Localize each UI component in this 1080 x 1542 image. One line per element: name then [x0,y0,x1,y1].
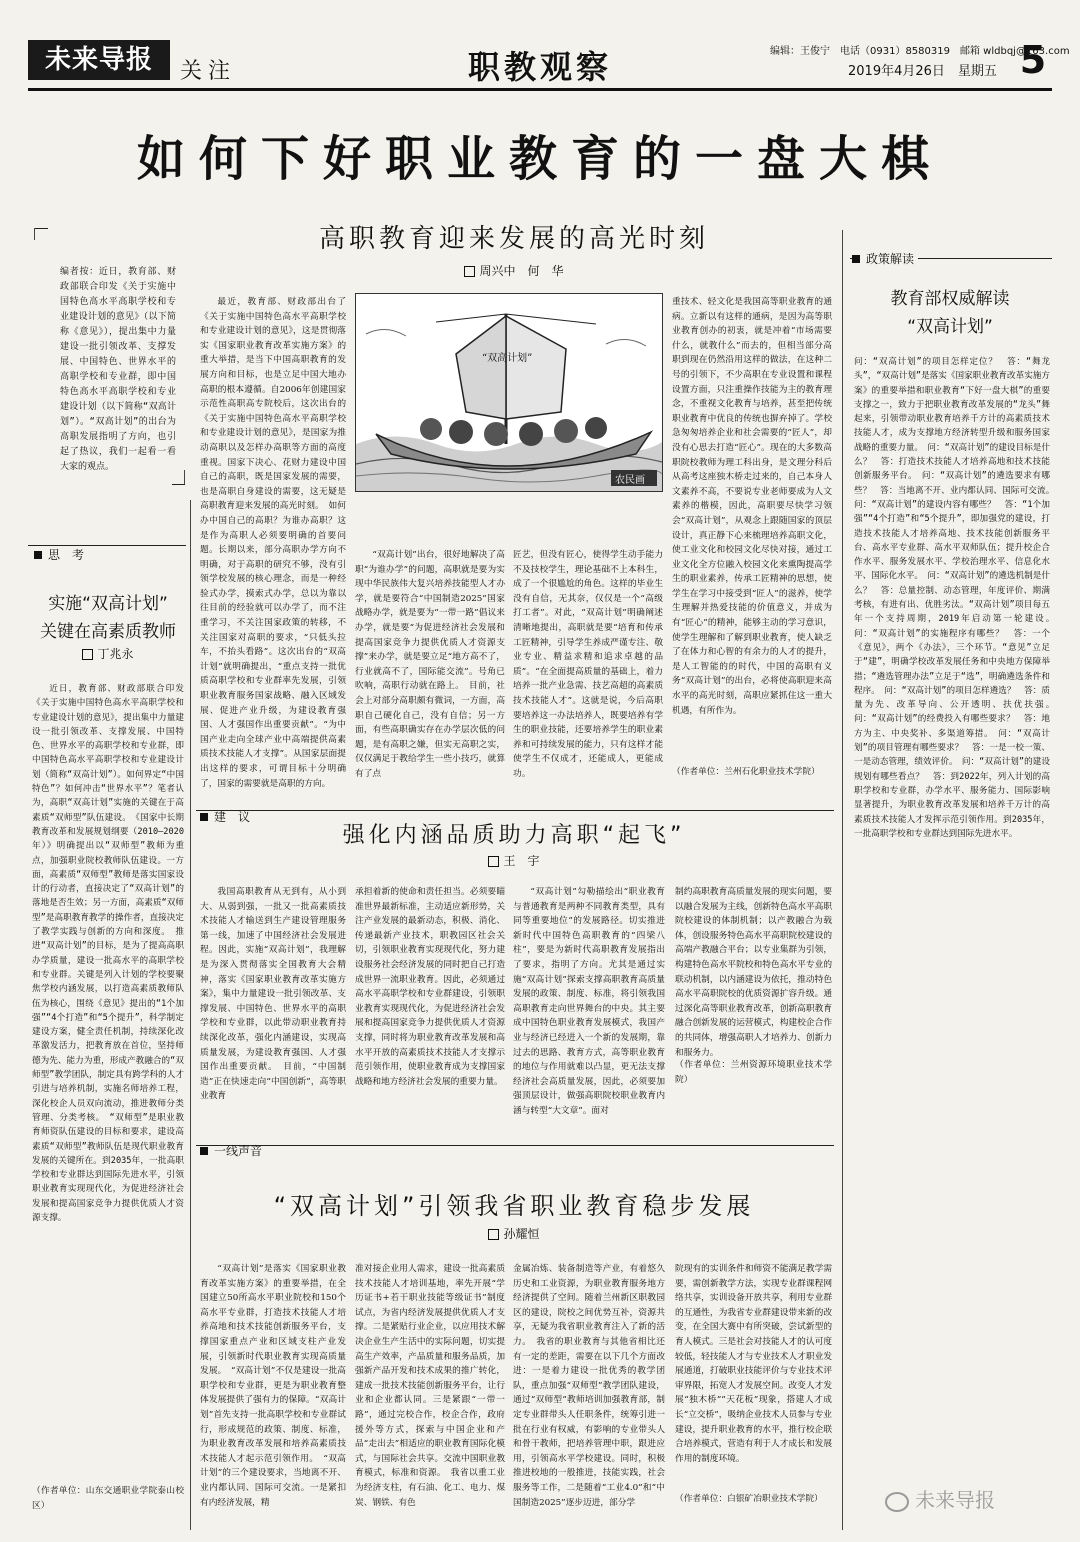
article1-title: 高职教育迎来发展的高光时刻 [318,224,709,254]
article3-column-1: “双高计划”是落实《国家职业教育改革实施方案》的重要举措，在全国建立50所高水平职业院校和150个高水平专业群，打造技术技能人才培养高地和技术技能创新服务平台，支撑国家重点产业和区域支柱产业发展，引领新时代职业教育实现高质量发展。 “双高计划”不仅是建设一批高职学校和专业群，更是为职业教育整体发展提供了强有力的保障。“双高计划”首先支持一批高职学校和专业群试行，形成规范的政策、制度、标准，为职业教育改革发展和培养高素质技术技能人才起示范引领作用。 “双高计划”的三个建设要求，当地离不开、业内都认同、国际可交流。一是紧扣有内经济发展，精 [200,1264,346,1508]
article2-byline: 王 宇 [196,852,832,869]
right-sidebar-title-1: 教育部权威解读 [890,289,1010,309]
left-sidebar-body: 近日，教育部、财政部联合印发《关于实施中国特色高水平高职学校和专业建设计划的意见》，提出集中力量建设一批引领改革、支撑发展、中国特色、世界水平的高职学校和专业群，即中国特色高水平高职学校和专业建设计划（简称“双高计划”）。如何界定“中国特色”？如何冲击“世界水平”？笔者认为，高职“双高计划”实施的关键在于高素质“双师型”队伍建设。 《国家中长期教育改革和发展规划纲要（2010—2020年）》明确提出以“双师型”教师为重点，加强职业院校教师队伍建设。一方面，高素质“双师型”教师是落实国家设计的行动者，直接决定了“双高计划”的落地是否生效；另一方面，高素质“双师型”是高职教育教学的操作者，直接决定了教学实践与创新的方向和深度。 推进“双高计划”的目标，是为了提高高职办学质量，建设一批高水平的高职学校和专业群。关键是列入计划的学校要聚焦学校内涵发展，以打造高素质教师队伍为核心，围绕《意见》提出的“1个加强”“4个打造”和“5个提升”，科学制定建设方案，健全责任机制，持续深化改革激发活力，把教育放在首位，坚持师德为先、能力为重，形成产教融合的“双师型”教学团队，制定具有跨学科的人才引进与培养机制，实施名师培养工程，深化校企人员双向流动，推进教师分类管理、分类考核。 “双师型”是职业教育师资队伍建设的目标和要求，建设高素质“双师型”教师队伍是现代职业教育发展的关键所在。到2035年，一批高职学校和专业群达到国际先进水平，引领职业教育实现现代化，为促进经济社会发展和提高国家竞争力提供优质人才资源支撑。 [32,684,184,1223]
page-number: 5 [1019,38,1047,82]
cartoon-illustration [355,293,663,492]
article2-title: 强化内涵品质助力高职“起飞” [342,823,686,848]
article3-column-3: 金属冶炼、装备制造等产业，有着悠久历史和工业资源，为职业教育服务地方经济提供了空间。随着兰州新区职教园区的建设，院校之间优势互补，资源共享，无疑为我省职业教育注入了新的活力。 我省的职业教育与其他省相比还有一定的差距，需要在以下几个方面改进：一是着力建设一批优秀的教学团队，重点加强“双师型”教学团队建设，通过“双师型”教师培训加强教育部，制定专业群带头人任职条件，统筹引进一批在行业有权威，有影响的专业带头人和骨干教师，把培养管理中职，跟进应用，引领高水平学校建设。同时，积极推进校地的一般推进，技能实践，社会服务等工作，二是随着“工业4.0”和“中国制造2025”逐步迈进，部分学 [513,1264,665,1508]
left-sidebar-title-2: 关键在高素质教师 [40,622,176,642]
article2-author: （作者单位：兰州资源环境职业技术学院） [675,1060,832,1085]
left-sidebar-tag: 思 考 [34,546,84,563]
article3-column-4: 院现有的实训条件和师资不能满足教学需要，需创新教学方法，实现专业群课程网络共享，实训设备开放共享，利用专业群的互通性，为我省专业群建设带来新的改变，在全国大赛中有所突破，尝试新型的育人模式。三是社会对技能人才的认可度较低，轻技能人才与专业技术人才职业发展通道，打破职业技能评价与专业技术评审界限，拓宽人才发展空间。改变人才发展“独木桥”“天花板”现象，搭建人才成长“立交桥”，吸纳企业技术人员参与专业建设，提升职业教育的水平，推行校企联合培养模式，营造有利于人才成长和发展作用的制度环境。 [675,1264,832,1464]
article1-author: （作者单位：兰州石化职业技术学院） [672,767,820,777]
watermark [885,1484,995,1513]
article3-tag: 一线声音 [200,1142,262,1159]
right-column-divider [842,230,843,1530]
intro-corner-right [184,470,185,484]
article2-top-rule [196,810,834,811]
article3-byline: 孙耀恒 [196,1225,832,1242]
article3-top-rule [196,1145,834,1146]
article2-column-4: 制约高职教育高质量发展的现实问题，要以融合发展为主线，创新特色高水平高职院校建设的体制机制；以产教融合为载体，创设服务特色高水平高职院校建设的高端产教融合平台；以专业集群为引领，构建特色高水平院校和特色高水平专业的联动机制，以内涵建设为依托，推动特色高水平高职院校的优质资源扩容升级。通过深化高等职业教育改革，创新高职教育融合创新发展的运营模式，构建校企合作的共同体，增强高职人才培养力、创新力和服务力。 [675,887,832,1058]
article1-column-1: 最近，教育部、财政部出台了《关于实施中国特色高水平高职学校和专业建设计划的意见》，这是贯彻落实《国家职业教育改革实施方案》的重大举措，是当下中国高职教育的发展方向和目标，也是立足中国大地办高职的根本遵循。自2006年创建国家示范性高职高专院校后，这次出台的《关于实施中国特色高水平高职学校和专业建设计划的意见》，是国家为推动高职以及怎样办高职等方面的高度重视。国家下决心、花财力建设中国自己的高职，既是国家发展的需要，也是高职自身建设的需要，这无疑是高职教育迎来发展的高光时刻。 如何办中国自己的高职？为谁办高职？这是作为高职人必须要明确的首要问题。长期以来，部分高职办学方向不明确，对于高职的研究不够，没有引领学校发展的核心理念，而是一种经验式办学，摸索式办学，总以为靠以往目前的经验就可以办学了，而不注重学习，不关注国家政策的转移，不关注国家对高职的要求，“只低头拉车，不抬头看路”。这次出台的“双高计划”就明确提出，“重点支持一批优质高职学校和专业群率先发展，引领职业教育服务国家战略、融入区域发展、促进产业升级，为建设教育强国、人才强国作出重要贡献”。“为中国产业走向全球产业中高端提供高素质技术技能人才支撑”。从国家层面提出这样的要求，可谓目标十分明确了，国家的需要就是高职的方向。 [200,297,346,789]
newspaper-logo: 未来导报 [28,40,170,80]
article3-column-2: 准对接企业用人需求，建设一批高素质技术技能人才培训基地，率先开展“学历证书+若干职业技能等级证书”制度试点，为省内经济发展提供优质人才支撑。二是紧贴行业企业，以应用技术解决企业生产生活中的实际问题，切实提高生产效率，产品质量和服务品质，加强新产品开发和技术成果的推广转化，建成一批技术技能创新服务平台，让行业和企业都认同。三是紧跟“一带一路”，通过完校合作，校企合作，政府援外等方式，探索与中国企业和产品“走出去”相适应的职业教育国际化模式，与国际社会共享。交流中国职业教育模式，标准和资源。 我省以重工业为经济支柱，有石油、化工、电力、煤炭、钢铁、有色 [355,1264,505,1508]
article1-column-2: “双高计划”出台，很好地解决了高职“为谁办学”的问题，高职就是要为实现中华民族伟大复兴培养技能型人才办学，就是要符合“中国制造2025”国家战略办学，就是要为“一带一路”倡议来办学，就是要“为促进经济社会发展和提高国家竞争力提供优质人才资源支撑”来办学，就是要立足“地方高不了，行业就高不了，国际能交流”。号角已吹响，高职行动就在路上。 目前，社会上对部分高职颇有微词，一方面，高职自己硬化自己，没有自信；另一方面，有些高职确实存在办学层次低的问题，是有高职之嫌，但实无高职之实，仅仅满足于教给学生一些小技巧，就算有了点 [355,550,505,779]
issue-date: 2019年4月26日 星期五 [848,64,997,79]
article3-author: （作者单位：白银矿冶职业技术学院） [675,1494,823,1504]
article1-column-4: 重技术、轻文化是我国高等职业教育的通病。立新以有这样的通病，是因为高等职业教育创办的初衷，就是冲着“市场需要什么，就教什么”而去的，但相当部分高职到现在仍然沿用这样的做法，在这种二号的引领下，不少高职在专业设置和课程设置方面，只注重操作技能为主的教育理念，不重视文化教育与培养，甚至把传统职业教育中优良的传统也摒弃掉了。学校急匆匆培养企业和社会需要的“匠人”，却没有心思去打造“匠心”。现在的大多数高职院校教师为理工科出身，是文理分科后从高考这座独木桥走过来的，自己本身人文素养不高，不要说专业老师要成为人文素养的楷模，因此，高职要尽快学习领会“双高计划”，从观念上跟随国家的顶层设计，真正静下心来梳理培养高职文化，使工业文化和校园文化尽快对接，通过工业文化全方位融入校园文化来熏陶提高学生的职业素养，传承工匠精神的思想，使学生在学习中接受到“匠人”的滋养，使学生理解并热爱技能的价值意义，并成为有“匠心”的精神，能够主动的学习意识，使学生理解和了解到职业教育，使人缺乏了在体力和心智的有余力的人才的提升，是人工智能的的时代，中国的高职有义务“双高计划”的出台，必将使高职迎来高水平的高光时刻，高职应紧抓住这一重大机遇，有所作为。 [672,297,832,716]
article2-tag: 建 议 [200,808,250,825]
article2-column-2: 承担着新的使命和责任担当。必须要瞄准世界最新标准，主动适应新形势，关注产业发展的最新动态，积极、消化、传递最新产业技术，职教园区社会关切，引领职业教育实现现代化，努力建设服务社会经济发展的同时把自己打造成世界一流职业教育。因此，必须通过高水平高职学校和专业群建设，引领职业教育实现现代化，为促进经济社会发展和提高国家竞争力提供优质人才资源支撑，同时将为职业教育改革发展和高水平开放的高素质技术技能人才支撑示范引领作用，使职业教育成为支撑国家战略和地方经济社会发展的重要力量。 [355,887,505,1087]
boat-cartoon-icon [356,294,662,491]
masthead-rule [28,88,1052,91]
section-name: 关注 [180,59,237,84]
editor-contact: 编辑：王俊宁 电话（0931）8580319 邮箱 wldbqj@163.com [770,46,1070,57]
cartoon-credit: 农民画 [615,475,645,486]
article1-byline: 周兴中 何 华 [196,262,832,279]
watermark-text: 未来导报 [915,1488,995,1512]
intro-corner-top [34,228,48,229]
article1-column-3: 匠艺，但没有匠心，使得学生动手能力不及技校学生，理论基础不上本科生，成了一个很尴尬的角色。这样的毕业生没有自信，无其奈，仅仅是一个“高级打工者”。对此，“双高计划”明确阐述清晰地提出，高职就是要“培育和传承工匠精神，引导学生养成严谨专注、敬业专业、精益求精和追求卓越的品质”。“在全面提高质量的基础上，着力培养一批产业急需、技艺高超的高素质技术技能人才”。这就是说，今后高职要培养这一办法培养人，既要培养有学生的职业技能，还要培养学生的职业素养和可持续发展的能力，只有这样才能使学生不仅成才，还能成人，更能成功。 [513,550,663,779]
column-name: 职教观察 [468,48,613,86]
editors-note: 编者按：近日，教育部、财政部联合印发《关于实施中国特色高水平高职学校和专业建设计划的意见》（以下简称《意见》），提出集中力量建设一批引领改革、支撑发展、中国特色、世界水平的高职学校和专业群，即中国特色高水平高职学校和专业建设计划（以下简称“双高计划”）。“双高计划”的出台为高职发展指明了方向，也引起了热议，我们一起看一看大家的观点。 [60,267,176,472]
wechat-icon [885,1492,909,1512]
masthead [28,38,1070,90]
article2-column-1: 我国高职教育从无到有，从小到大、从弱到强，一批又一批高素质技术技能人才输送到生产建设管理服务第一线，加速了中国经济社会发展进程。因此，实施“双高计划”，我理解是为深入贯彻落实全国教育大会精神，落实《国家职业教育改革实施方案》，集中力量建设一批引领改革、支撑发展、中国特色、世界水平的高职学校和专业群，以此带动职业教育持续深化改革，强化内涵建设，实现高质量发展，为建设教育强国、人才强国作出重要贡献。 目前，“中国制造”正在快速走向“中国创新”，高等职业教育 [200,887,346,1102]
left-sidebar-byline: 丁兆永 [28,645,188,662]
intro-corner-bottom [172,484,185,485]
right-sidebar-title-2: “双高计划” [907,317,993,337]
left-sidebar-title-1: 实施“双高计划” [48,594,168,614]
right-sidebar-tag: 政策解读 [852,250,918,267]
cartoon-sail-label: “双高计划” [482,353,533,364]
left-column-divider [190,500,191,1530]
intro-corner-left [34,228,35,240]
article3-title: “双高计划”引领我省职业教育稳步发展 [273,1192,755,1220]
article2-column-3: “双高计划”勾勒描绘出“职业教育与普通教育是两种不同教育类型，具有同等重要地位”的发展路径。切实推进新时代中国特色高职教育的“四梁八柱”，要是为新时代高职教育发展指出了要求，指明了方向。尤其是通过实施“双高计划”探索支撑高职教育高质量发展的政策、制度、标准，将引领我国高职教育走向世界舞台的中央。其主要成中国特色职业教育发展模式，我国产业与经济已经进入一个新的发展期，靠过去的思路、教育方式，高等职业教育的地位与作用就难以凸显，更无法支撑经济社会高质量发展，因此，必须要加强顶层设计，做强高职院校职业教育内涵与转型“大文章”。面对 [513,887,665,1116]
left-sidebar-author: （作者单位：山东交通职业学院泰山校区） [32,1486,184,1511]
right-sidebar-body: 问：“双高计划”的项目怎样定位？ 答：“舞龙头”，“双高计划”是落实《国家职业教育改革实施方案》的重要举措和职业教育“下好一盘大棋”的重要支撑之一，致力于把职业教育改革发展的“龙头”舞起来，引领带动职业教育培养千方计的高素质技术技能人才，成为支撑地方经济转型升级和服务国家战略的重要力量。 问：“双高计划”的建设目标是什么？ 答：打造技术技能人才培养高地和技术技能创新服务平台。 问：“双高计划”的遴选要求有哪些？ 答：当地离不开、业内都认同、国际可交流。 问：“双高计划”的建设内容有哪些？ 答：“1个加强”“4个打造”和“5个提升”，即加强党的建设，打造技术技能人才培养高地、技术技能创新服务平台、高水平专业群、高水平双师队伍；提升校企合作水平、服务发展水平、学校治理水平、信息化水平、国际化水平。 问：“双高计划”的遴选机制是什么？ 答：总量控制、动态管理，年度评价、期满考核，有进有出、优胜劣汰。“双高计划”项目每五年一个支持周期，2019年启动第一轮建设。 问：“双高计划”的实施程序有哪些？ 答：一个《意见》，两个《办法》，三个环节。“意见”立足于“建”，明确学校改革发展任务和中央地方保障举措；“遴选管理办法”立足于“选”，明确遴选条件和程序。 问：“双高计划”的项目怎样遴选？ 答：质量为先、改革导向、公开透明、扶优扶强。 问：“双高计划”的经费投入有哪些要求？ 答：地方为主、中央奖补、多渠道筹措。 问：“双高计划”的项目管理有哪些要求？ 答：一是一校一策、一是动态管理，绩效评价。 问：“双高计划”的建设规划有哪些看点？ 答：到2022年，列入计划的高职学校和专业群，办学水平、服务能力、国际影响显著提升，为职业教育改革发展和培养千万计的高素质技术技能人才发挥示范引领作用。到2035年，一批高职学校和专业群达到国际先进水平。 [854,357,1059,839]
main-headline: 如何下好职业教育的一盘大棋 [136,131,943,187]
